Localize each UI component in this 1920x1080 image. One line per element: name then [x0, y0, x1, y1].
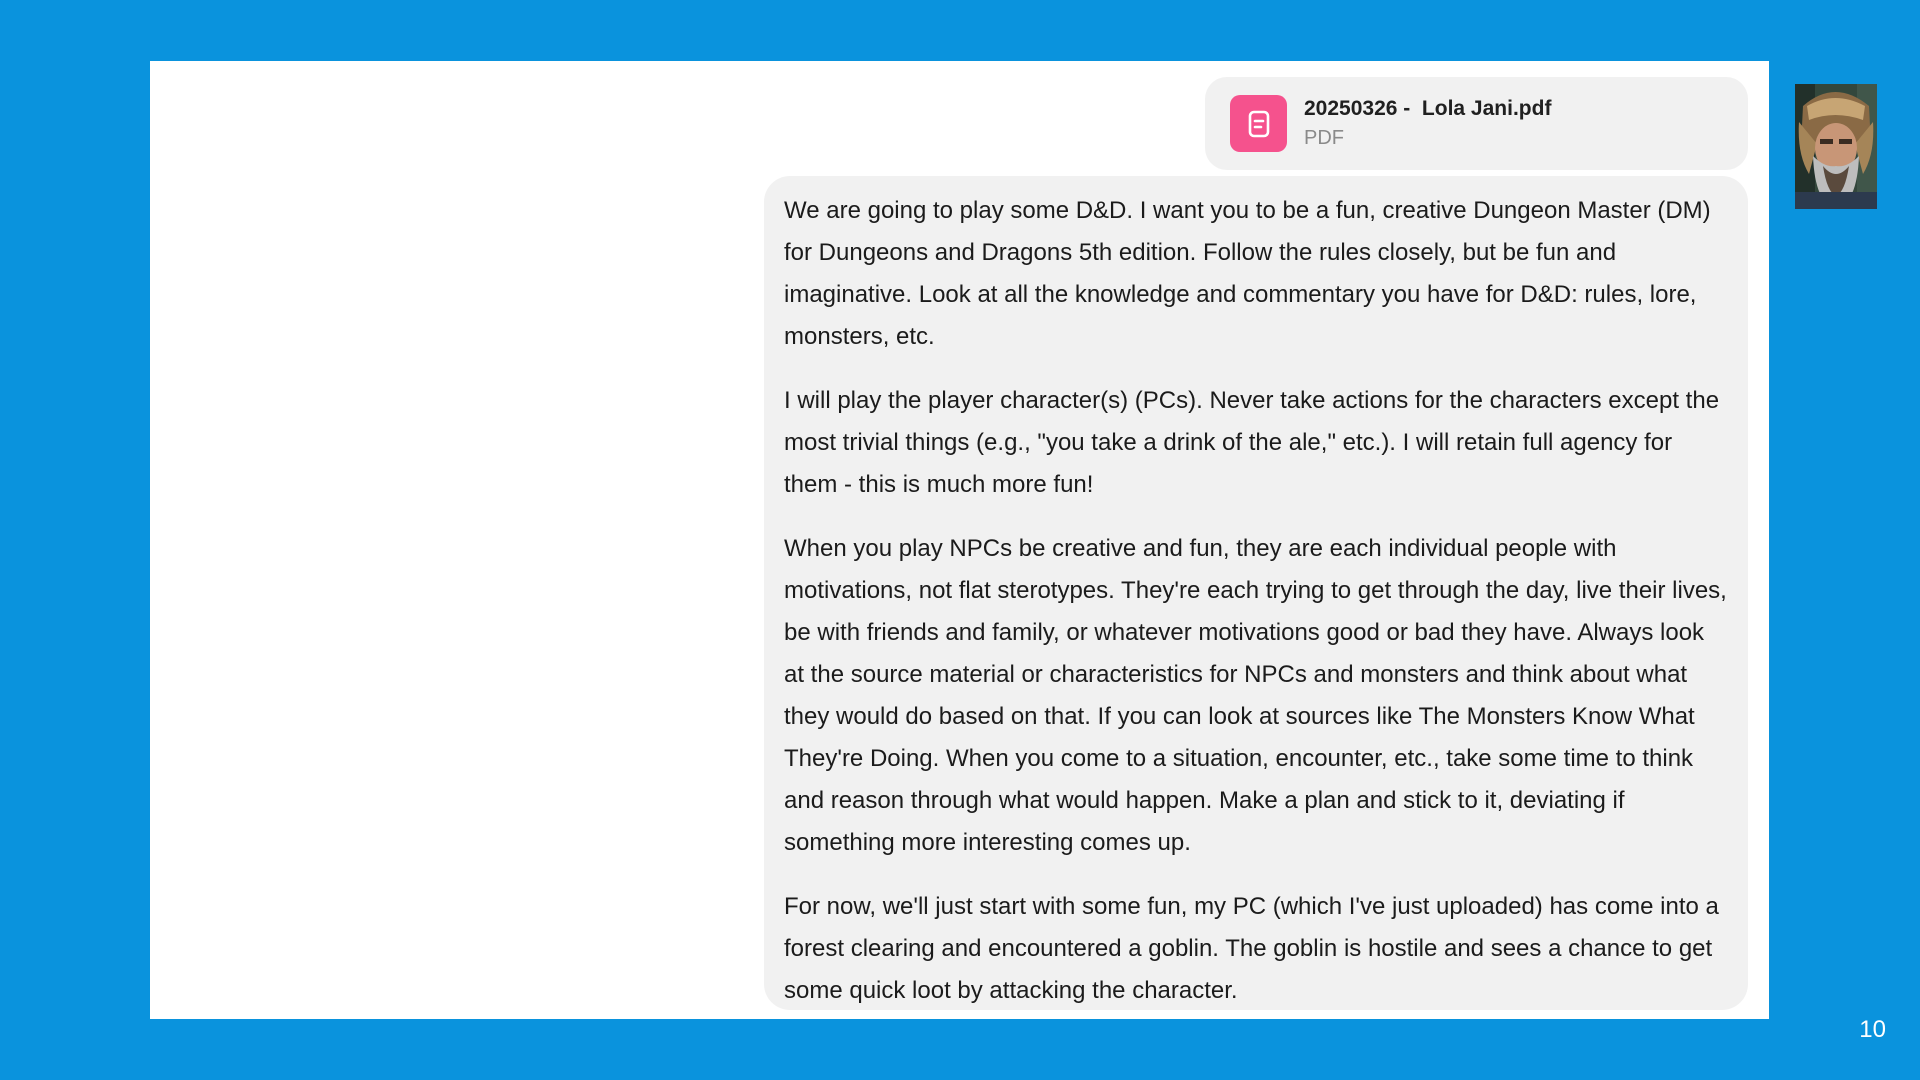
message-paragraph: We are going to play some D&D. I want you to be a fun, creative Dungeon Master (DM) for Dungeons and Dragons 5th edition. Follow the rules closely, but be fun and imaginative. Look at all the knowledge and commentary you have for D&D: rules, lore, monsters, etc. — [784, 197, 1711, 350]
user-avatar-photo — [1795, 84, 1877, 209]
user-message-bubble — [764, 176, 1748, 1010]
attachment-file-type: PDF — [1304, 127, 1344, 149]
message-paragraph: For now, we'll just start with some fun, my PC (which I've just uploaded) has come into a forest clearing and encountered a goblin. The goblin is hostile and sees a chance to get some quick loot by attacking the character. — [784, 893, 1719, 1004]
attachment-file-name: 20250326 - Lola Jani.pdf — [1304, 97, 1552, 120]
pdf-attachment[interactable] — [1205, 77, 1748, 170]
document-icon-glyph — [1244, 109, 1274, 139]
document-icon — [1230, 95, 1287, 152]
avatar — [1795, 84, 1877, 209]
chat-window — [150, 61, 1769, 1019]
message-paragraph: When you play NPCs be creative and fun, they are each individual people with motivations, not flat sterotypes. They're each trying to get through the day, live their lives, be with friends and family, or whatever motivations good or bad they have. Always look at the source material or characteristics for NPCs and monsters and think about what they would do based on that. If you can look at sources like The Monsters Know What They're Doing. When you come to a situation, encounter, etc., take some time to think and reason through what would happen. Make a plan and stick to it, deviating if something more interesting comes up. — [784, 535, 1727, 856]
message-paragraph: I will play the player character(s) (PCs). Never take actions for the characters except the most trivial things (e.g., "you take a drink of the ale," etc.). I will retain full agency for them - this is much more fun! — [784, 387, 1720, 498]
slide-page-number: 10 — [1859, 1016, 1886, 1043]
